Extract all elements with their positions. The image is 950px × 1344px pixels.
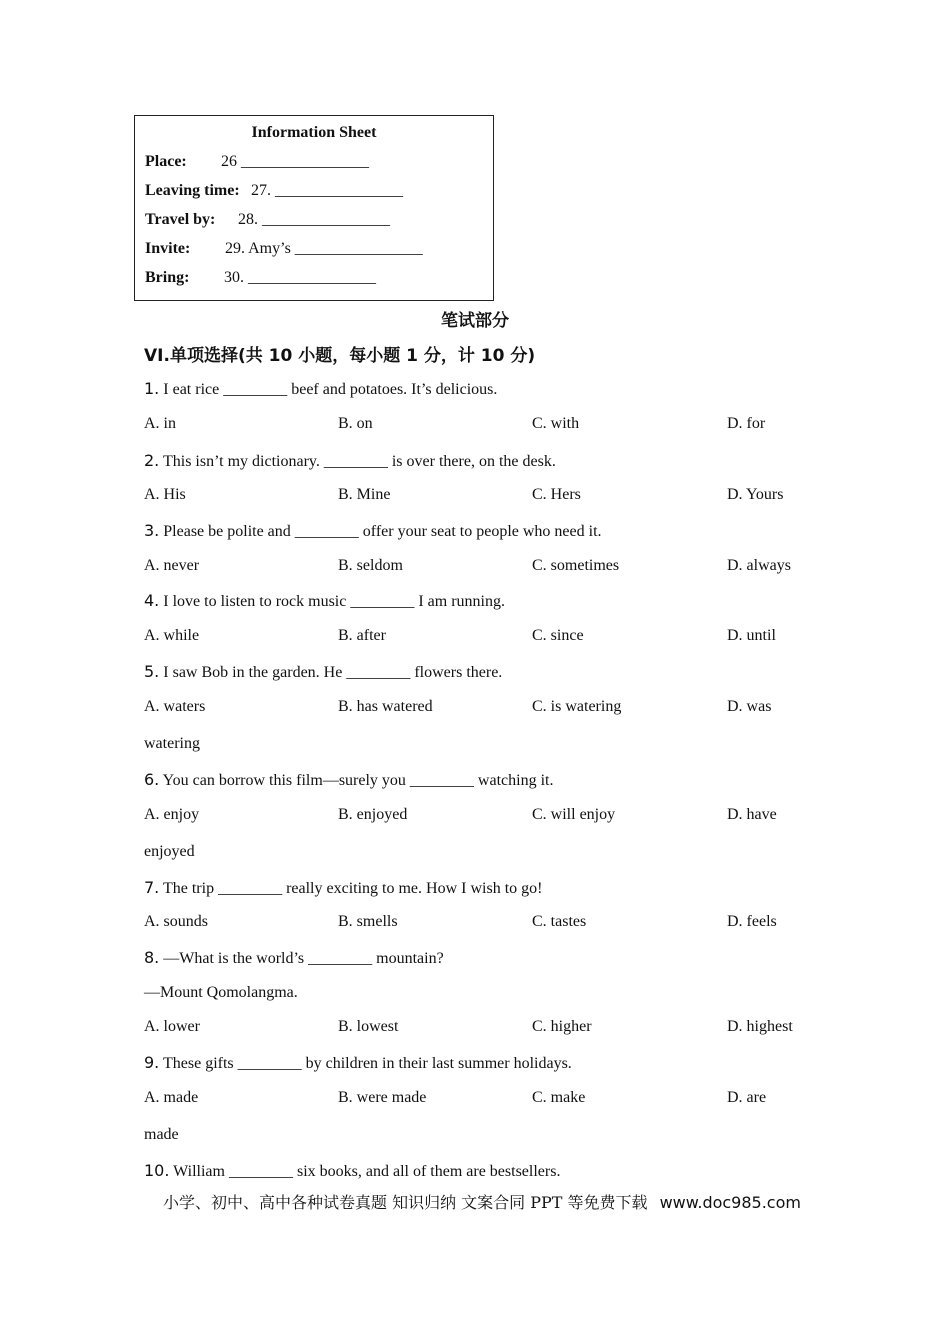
question-number: 7.: [144, 878, 160, 897]
question-10: [144, 1161, 560, 1181]
option-b: B. enjoyed: [338, 806, 408, 823]
option-c: C. sometimes: [532, 557, 620, 574]
info-label: Invite:: [145, 240, 191, 257]
question-text: Please be polite and ________ offer your seat to people who need it.: [163, 523, 602, 540]
question-4: [144, 591, 505, 611]
information-sheet-title: Information Sheet: [251, 124, 377, 141]
info-row-bring: [145, 269, 376, 287]
option-b: B. Mine: [338, 486, 391, 503]
option-c: C. with: [532, 415, 580, 432]
option-d: D. feels: [727, 913, 777, 930]
question-2: [144, 451, 556, 471]
option-c: C. will enjoy: [532, 806, 616, 823]
question-1: [144, 379, 497, 399]
question-text: You can borrow this film—surely you ________ watching it.: [162, 772, 554, 789]
question-text: This isn’t my dictionary. ________ is over there, on the desk.: [162, 453, 556, 470]
question-9: [144, 1053, 572, 1073]
question-number: 6.: [144, 770, 160, 789]
question-6: [144, 770, 553, 790]
option-d: D. Yours: [727, 486, 784, 503]
info-label: Bring:: [145, 269, 190, 286]
info-value: 30. ________________: [224, 269, 376, 286]
info-row-leaving-time: [145, 182, 403, 200]
option-c: C. Hers: [532, 486, 581, 503]
option-a: A. enjoy: [144, 806, 200, 823]
option-a: A. His: [144, 486, 186, 503]
info-row-place: [145, 153, 369, 171]
question-text: —What is the world’s ________ mountain?: [163, 950, 444, 967]
info-value: 28. ________________: [238, 211, 390, 228]
option-a: A. in: [144, 415, 176, 432]
option-b: B. on: [338, 415, 373, 432]
question-8-answer-line: —Mount Qomolangma.: [144, 984, 298, 1001]
footer-url-link[interactable]: www.doc985.com: [659, 1193, 801, 1212]
question-7: [144, 878, 542, 898]
option-a: A. never: [144, 557, 200, 574]
info-row-invite: [145, 240, 423, 258]
question-text: I eat rice ________ beef and potatoes. It’s delicious.: [163, 381, 498, 398]
question-3: [144, 521, 602, 541]
question-number: 5.: [144, 662, 160, 681]
question-number: 3.: [144, 521, 160, 540]
question-text: These gifts ________ by children in their last summer holidays.: [162, 1055, 572, 1072]
option-d-continued: enjoyed: [144, 843, 195, 860]
option-d-continued: watering: [144, 735, 200, 752]
option-c: C. make: [532, 1089, 586, 1106]
footer-banner: [163, 1190, 801, 1213]
question-text: I saw Bob in the garden. He ________ flowers there.: [163, 664, 503, 681]
option-d: D. until: [727, 627, 776, 644]
option-c: C. higher: [532, 1018, 592, 1035]
option-d: D. was: [727, 698, 772, 715]
option-c: C. tastes: [532, 913, 587, 930]
option-a: A. made: [144, 1089, 199, 1106]
question-8: [144, 948, 444, 968]
info-label: Place:: [145, 153, 187, 170]
info-label: Travel by:: [145, 211, 216, 228]
question-number: 9.: [144, 1053, 160, 1072]
question-text: William ________ six books, and all of them are bestsellers.: [173, 1163, 561, 1180]
question-text: The trip ________ really exciting to me. How I wish to go!: [162, 880, 543, 897]
info-row-travel-by: [145, 211, 390, 229]
option-d-continued: made: [144, 1126, 179, 1143]
option-b: B. has watered: [338, 698, 433, 715]
option-d: D. have: [727, 806, 777, 823]
option-c: C. since: [532, 627, 584, 644]
question-number: 10.: [144, 1161, 170, 1180]
option-b: B. lowest: [338, 1018, 399, 1035]
option-d: D. always: [727, 557, 791, 574]
question-number: 8.: [144, 948, 160, 967]
question-number: 1.: [144, 379, 160, 398]
option-b: B. smells: [338, 913, 398, 930]
option-b: B. were made: [338, 1089, 427, 1106]
option-b: B. seldom: [338, 557, 403, 574]
option-a: A. waters: [144, 698, 206, 715]
option-d: D. are: [727, 1089, 767, 1106]
option-b: B. after: [338, 627, 386, 644]
question-number: 4.: [144, 591, 160, 610]
option-a: A. while: [144, 627, 200, 644]
option-a: A. lower: [144, 1018, 200, 1035]
option-d: D. for: [727, 415, 766, 432]
info-value: 29. Amy’s ________________: [225, 240, 423, 257]
option-c: C. is watering: [532, 698, 622, 715]
information-sheet-box: [134, 115, 494, 301]
info-label: Leaving time:: [145, 182, 240, 199]
section-heading: VI.单项选择(共 10 小题，每小题 1 分，计 10 分): [144, 346, 536, 366]
info-value: 26 ________________: [221, 153, 369, 170]
option-a: A. sounds: [144, 913, 209, 930]
question-text: I love to listen to rock music ________ I am running.: [163, 593, 505, 610]
option-d: D. highest: [727, 1018, 793, 1035]
footer-text: 小学、初中、高中各种试卷真题 知识归纳 文案合同 PPT 等免费下载: [163, 1193, 648, 1212]
info-value: 27. ________________: [251, 182, 403, 199]
question-number: 2.: [144, 451, 160, 470]
section-title: 笔试部分: [441, 311, 509, 331]
question-5: [144, 662, 502, 682]
